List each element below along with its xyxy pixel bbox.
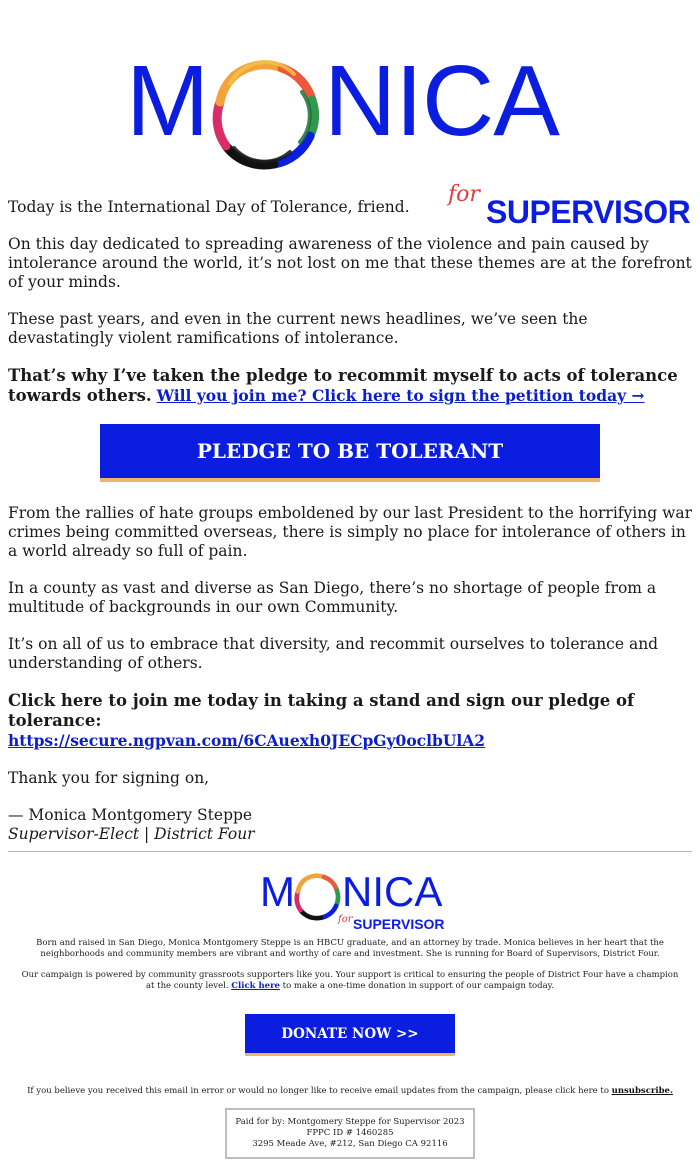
signature-title: Supervisor-Elect | District Four [8, 825, 255, 843]
footer-logo-letter-m: M [260, 868, 295, 915]
logo-letter-m: M [126, 45, 209, 157]
logo-letters-rest: NICA [324, 45, 559, 157]
sign-petition-link[interactable]: Will you join me? Click here to sign the petition today → [156, 386, 645, 405]
footer-logo-letters-rest: NICA [342, 868, 443, 915]
footer-logo-supervisor-text: SUPERVISOR [353, 916, 445, 932]
footer-logo-wordmark [260, 868, 443, 915]
footer-bio: Born and raised in San Diego, Monica Montgomery Steppe is an HBCU graduate, and an attorney by trade. Monica believes in her heart that the neighborhoods and community members are vibrant and worthy of care and investment. She is running for Board of Supervisors, District Four. [36, 938, 664, 959]
logo-supervisor-text: SUPERVISOR [486, 194, 691, 230]
pledge-button[interactable]: PLEDGE TO BE TOLERANT [100, 424, 600, 482]
logo-ring-icon [204, 56, 326, 174]
email-body [8, 198, 692, 844]
intro-paragraph: On this day dedicated to spreading awareness of the violence and pain caused by intolerance around the world, it’s not lost on me that these themes are at the forefront of your minds. [8, 235, 692, 291]
thanks-paragraph: Thank you for signing on, [8, 769, 210, 787]
pledge-statement: That’s why I’ve taken the pledge to recommit myself to acts of tolerance towards others. [8, 366, 678, 405]
footer-divider [8, 851, 692, 852]
footer-logo-for-text: for [338, 914, 353, 925]
unsubscribe-notice [20, 1086, 680, 1097]
greeting-paragraph: Today is the International Day of Tolerance, friend. [8, 198, 410, 216]
donate-button[interactable]: DONATE NOW >> [245, 1014, 455, 1056]
paid-for-disclaimer [225, 1108, 475, 1159]
fppc-id-line: FPPC ID # 1460285 [306, 1128, 394, 1138]
footer-logo-ring-icon [291, 872, 343, 922]
unsubscribe-text: If you believe you received this email in error or would no longer like to receive email updates from the campaign, please click here to [27, 1086, 609, 1096]
rallies-paragraph: From the rallies of hate groups emboldened by our last President to the horrifying war crimes being committed overseas, there is simply no place for intolerance of others in a world already so full of pain. [8, 504, 692, 560]
diversity-paragraph: It’s on all of us to embrace that diversity, and recommit ourselves to tolerance and understanding of others. [8, 635, 659, 672]
join-statement: Click here to join me today in taking a stand and sign our pledge of tolerance: [8, 691, 635, 730]
context-paragraph: These past years, and even in the current news headlines, we’ve seen the devastatingly violent ramifications of intolerance. [8, 310, 588, 347]
donate-click-here-link[interactable]: Click here [231, 981, 280, 991]
county-paragraph: In a county as vast and diverse as San Diego, there’s no shortage of people from a multitude of backgrounds in our own Community. [8, 579, 657, 616]
footer-logo [260, 868, 450, 932]
pledge-paragraph [8, 366, 692, 406]
unsubscribe-link[interactable]: unsubscribe. [611, 1086, 673, 1096]
support-text: Our campaign is powered by community grassroots supporters like you. Your support is critical to ensuring the people of District Four have a champion at the county level. [21, 970, 679, 991]
logo-for-text: for [448, 182, 480, 207]
address-line: 3295 Meade Ave, #212, San Diego CA 92116 [252, 1139, 448, 1149]
footer-support [20, 970, 680, 992]
join-paragraph [8, 691, 692, 751]
paid-for-line: Paid for by: Montgomery Steppe for Supervisor 2023 [235, 1117, 465, 1127]
logo-wordmark [126, 45, 559, 157]
signature-name: — Monica Montgomery Steppe [8, 806, 253, 824]
support-text-end: to make a one-time donation in support of our campaign today. [282, 981, 555, 991]
pledge-url-link[interactable]: https://secure.ngpvan.com/6CAuexh0JECpGy0oclbUlA2 [8, 731, 486, 750]
